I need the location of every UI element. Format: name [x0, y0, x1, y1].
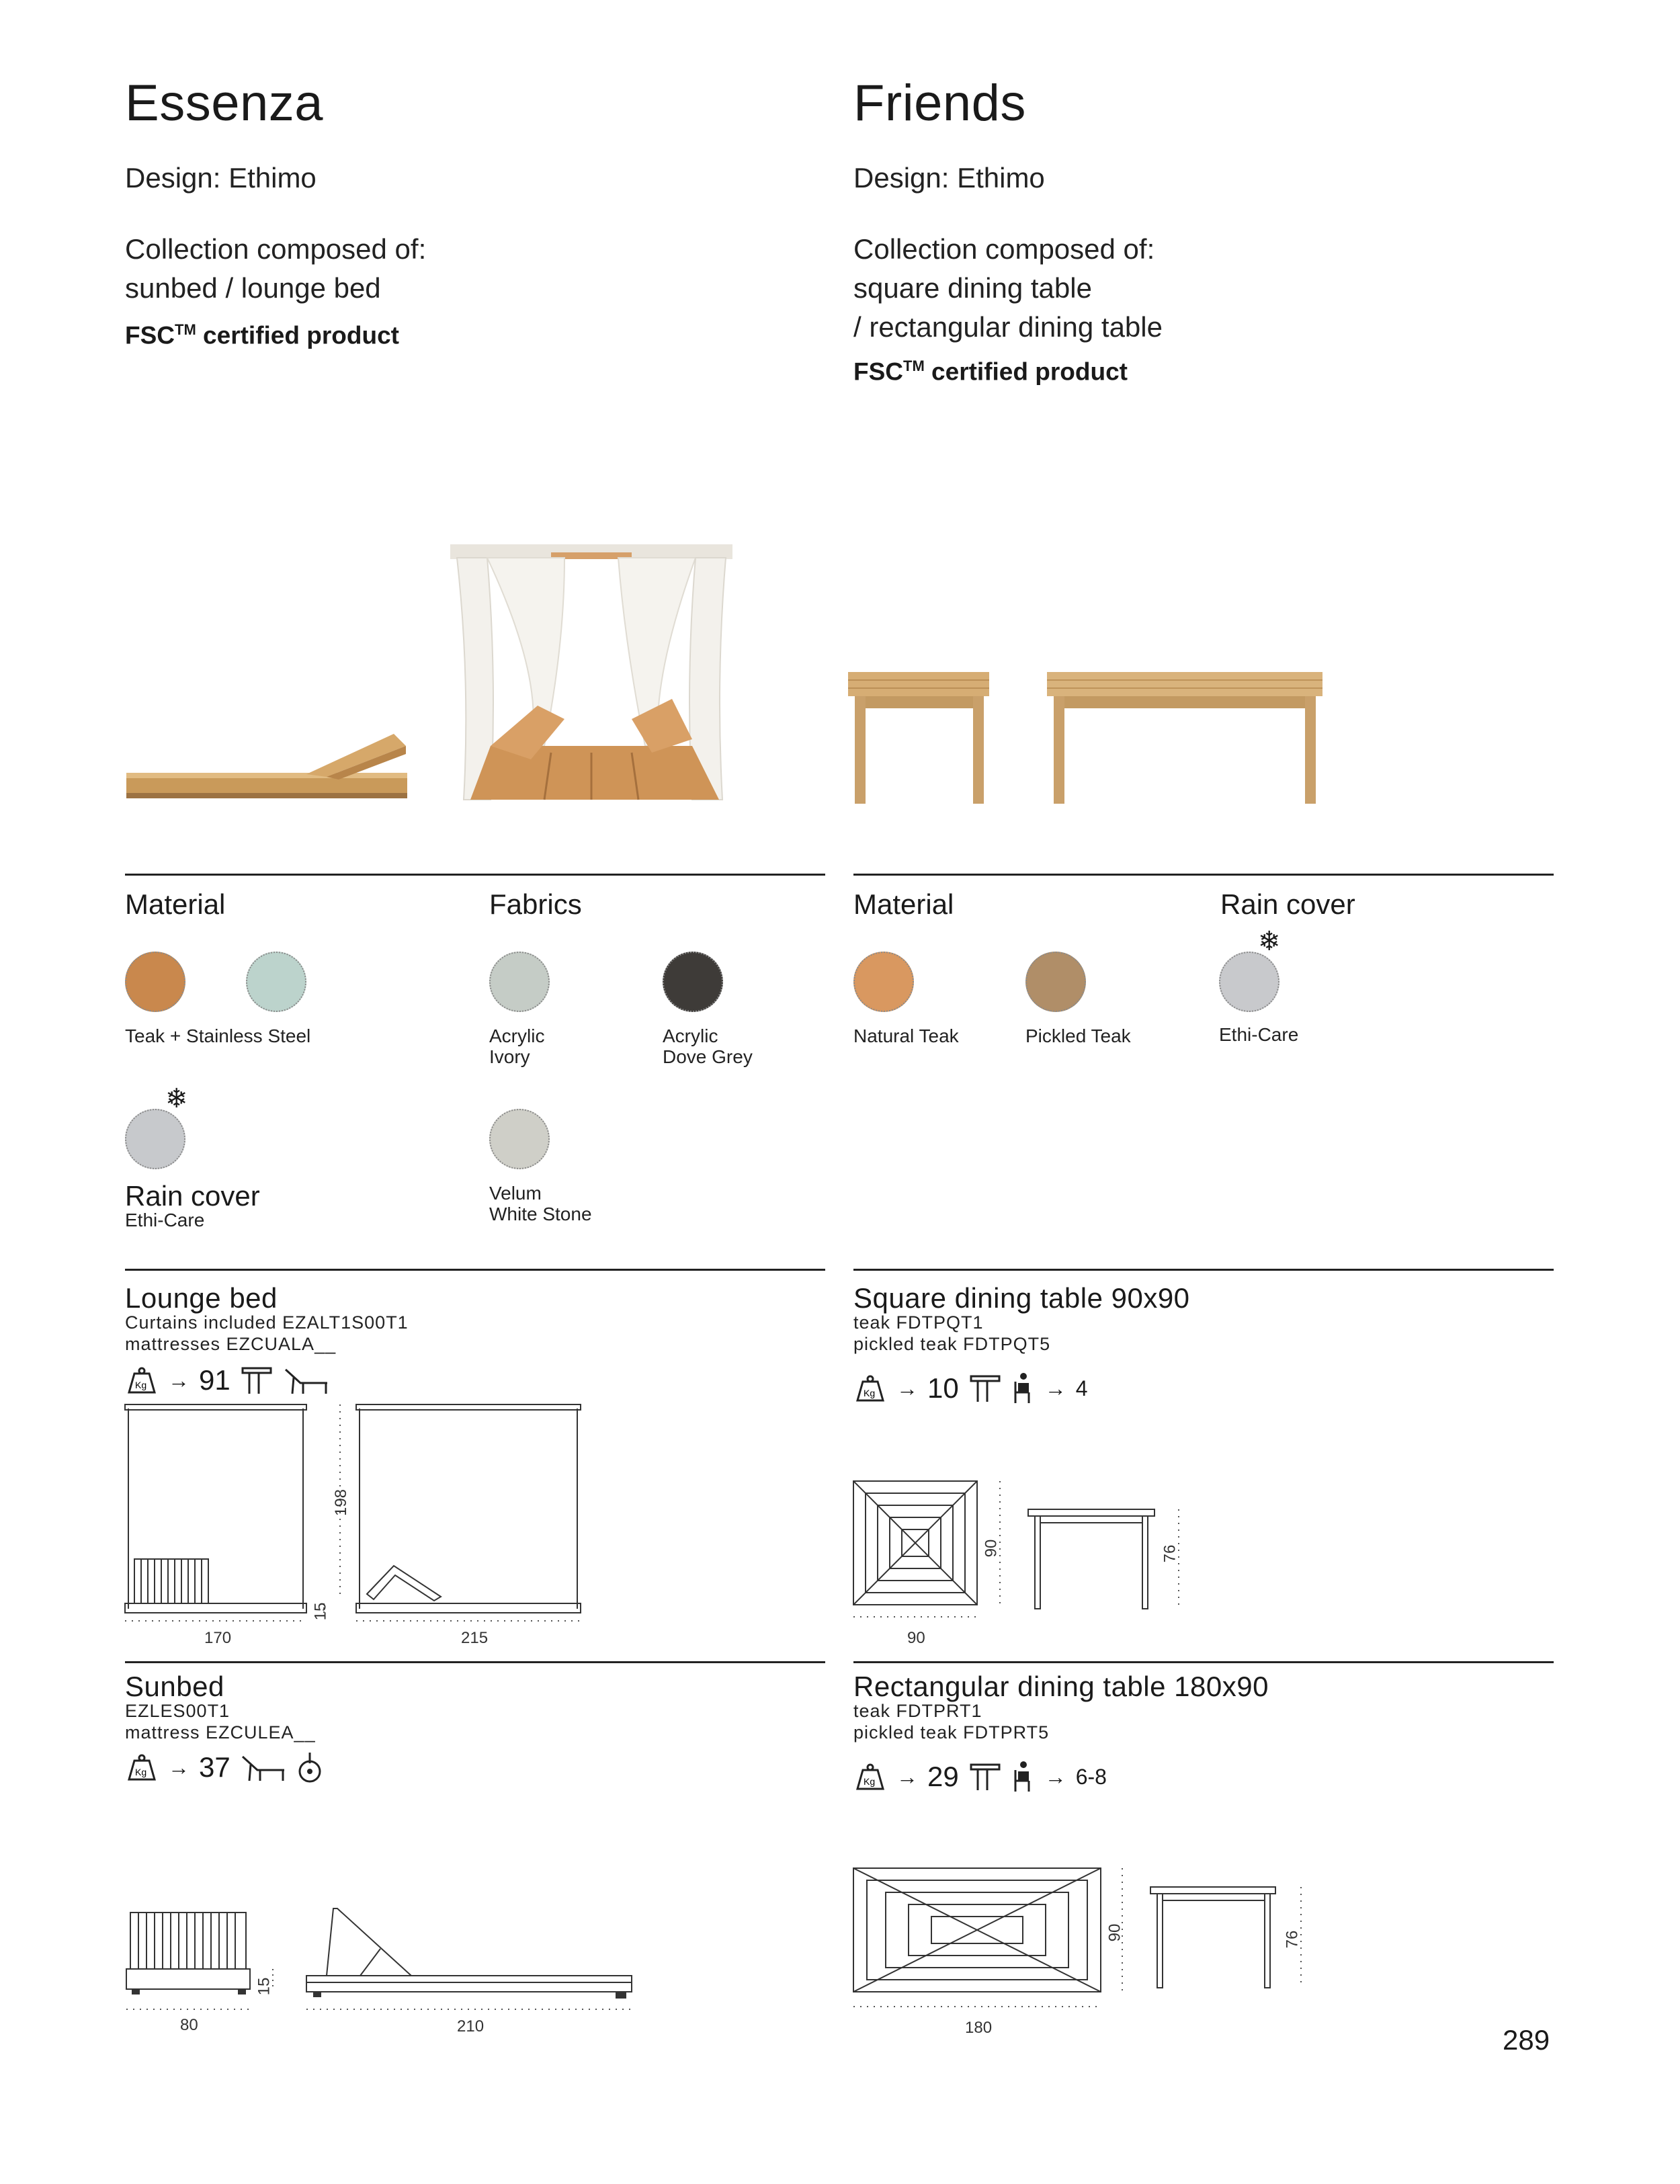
swatch-label: [489, 1183, 592, 1224]
rect-table-weight: 29: [927, 1761, 959, 1792]
kg-label: Kg: [864, 1388, 876, 1398]
square-table-seats: 4: [1075, 1376, 1088, 1400]
collection-line: / rectangular dining table: [853, 311, 1163, 343]
essenza-design: Design: Ethimo: [125, 162, 317, 194]
dimension-depth: 210: [457, 2017, 485, 2035]
table-icon: [968, 1374, 1002, 1403]
fsc-text: certified product: [203, 321, 399, 349]
divider: [853, 1269, 1554, 1271]
dimension-depth: 90: [982, 1539, 1001, 1558]
collection-line: Collection composed of:: [853, 233, 1155, 265]
fabrics-heading: Fabrics: [489, 888, 582, 920]
rect-table-codes: [853, 1700, 1049, 1743]
fsc-mark: FSC: [125, 321, 175, 349]
material-heading: Material: [853, 888, 954, 920]
rect-table-drawing: [851, 1865, 1321, 2020]
essenza-collection: [125, 230, 426, 308]
arrow-icon: →: [1044, 1764, 1066, 1789]
snowflake-icon: ❄: [165, 1084, 188, 1114]
swatch-label: [489, 1025, 544, 1067]
collection-line: square dining table: [853, 272, 1092, 304]
divider: [125, 1269, 825, 1271]
essenza-fsc: [125, 321, 399, 349]
essenza-title: Essenza: [125, 75, 323, 132]
product-code: teak FDTPRT1: [853, 1701, 982, 1721]
material-heading: Material: [125, 888, 226, 920]
dimension-height: 76: [1283, 1930, 1302, 1949]
dimension-height: 76: [1161, 1544, 1179, 1563]
swatch-label-line: Dove Grey: [663, 1046, 753, 1067]
divider: [125, 1661, 825, 1663]
swatch-rain-cover[interactable]: [125, 1109, 185, 1169]
sunbed-codes: [125, 1700, 316, 1743]
square-table-icons: [853, 1372, 1088, 1404]
table-icon: [968, 1762, 1002, 1792]
arrow-icon: →: [1044, 1376, 1066, 1400]
rect-table-seats: 6-8: [1075, 1764, 1107, 1789]
square-table-photo: [848, 672, 993, 806]
fsc-mark: FSC: [853, 358, 903, 386]
kg-label: Kg: [135, 1767, 147, 1777]
seat-person-icon: [1011, 1372, 1036, 1404]
square-table-title: Square dining table 90x90: [853, 1282, 1190, 1314]
lounge-bed-weight: 91: [199, 1364, 230, 1396]
rect-table-photo: [1047, 672, 1326, 806]
swatch-label-line: Acrylic: [489, 1025, 545, 1046]
weight-kg-icon: [853, 1763, 887, 1790]
lounge-bed-codes: [125, 1312, 409, 1355]
rain-cover-label: Ethi-Care: [125, 1210, 205, 1230]
divider: [853, 874, 1554, 876]
friends-title: Friends: [853, 75, 1026, 132]
friends-collection: [853, 230, 1163, 347]
rain-cover-heading: Rain cover: [1220, 888, 1355, 920]
weight-kg-icon: [125, 1367, 159, 1394]
swatch-label: Pickled Teak: [1025, 1025, 1131, 1046]
square-table-codes: [853, 1312, 1050, 1355]
product-code: EZLES00T1: [125, 1701, 230, 1721]
dimension-width: 180: [965, 2019, 993, 2037]
dimension-seat-height: 15: [311, 1602, 330, 1621]
table-icon: [240, 1366, 274, 1395]
product-code: mattresses EZCUALA__: [125, 1334, 337, 1354]
dimension-width: 170: [204, 1629, 232, 1647]
fsc-tm: TM: [903, 358, 925, 374]
swatch-pickled-teak[interactable]: [1025, 952, 1086, 1012]
swatch-label: Ethi-Care: [1219, 1024, 1299, 1045]
swatch-label: Natural Teak: [853, 1025, 959, 1046]
product-code: pickled teak FDTPRT5: [853, 1722, 1050, 1742]
dimension-width: 90: [907, 1629, 925, 1647]
lounge-bed-photo: [450, 544, 732, 806]
lounge-bed-icons: [125, 1364, 330, 1396]
swatch-ethi-care[interactable]: [1219, 952, 1279, 1012]
lounge-bed-drawing: [125, 1404, 595, 1633]
divider: [125, 874, 825, 876]
product-code: Curtains included EZALT1S00T1: [125, 1312, 409, 1333]
weight-kg-icon: [853, 1375, 887, 1402]
arrow-icon: →: [168, 1755, 190, 1779]
sunbed-drawing: [125, 1908, 636, 2016]
swatch-acrylic-ivory[interactable]: [489, 952, 550, 1012]
arrow-icon: →: [168, 1368, 190, 1392]
swatch-label-line: Ivory: [489, 1046, 530, 1067]
product-code: teak FDTPQT1: [853, 1312, 984, 1333]
swatch-velum-white-stone[interactable]: [489, 1109, 550, 1169]
dimension-depth: 215: [461, 1629, 489, 1647]
lounge-bed-title: Lounge bed: [125, 1282, 278, 1314]
swatch-label: Teak + Stainless Steel: [125, 1025, 311, 1046]
recline-icon: [240, 1753, 287, 1782]
swatch-acrylic-dove-grey[interactable]: [663, 952, 723, 1012]
recline-icon: [283, 1366, 330, 1395]
dimension-seat-height: 15: [255, 1977, 274, 1996]
swatch-label-line: Acrylic: [663, 1025, 718, 1046]
weight-kg-icon: [125, 1754, 159, 1781]
rect-table-icons: [853, 1761, 1107, 1793]
kg-label: Kg: [864, 1776, 876, 1787]
dimension-depth: 90: [1105, 1923, 1124, 1942]
dimension-width: 80: [180, 2016, 198, 2034]
rain-cover-heading: Rain cover: [125, 1180, 260, 1212]
sunbed-icons: [125, 1751, 323, 1783]
rect-table-title: Rectangular dining table 180x90: [853, 1671, 1269, 1702]
swatch-label-line: White Stone: [489, 1204, 592, 1224]
product-code: mattress EZCULEA__: [125, 1722, 316, 1742]
sunbed-title: Sunbed: [125, 1671, 224, 1702]
square-table-weight: 10: [927, 1372, 959, 1404]
friends-design: Design: Ethimo: [853, 162, 1045, 194]
friends-fsc: [853, 358, 1128, 386]
seat-person-icon: [1011, 1761, 1036, 1793]
swatch-label: [663, 1025, 753, 1067]
sunbed-weight: 37: [199, 1751, 230, 1783]
dimension-height: 198: [332, 1488, 351, 1517]
page-number: 289: [1503, 2024, 1550, 2056]
swatch-natural-teak[interactable]: [853, 952, 914, 1012]
divider: [853, 1661, 1554, 1663]
square-table-drawing: [851, 1478, 1187, 1626]
swatch-stainless-steel[interactable]: [246, 952, 306, 1012]
kg-label: Kg: [135, 1380, 147, 1390]
fsc-text: certified product: [931, 358, 1128, 386]
wheel-icon: [296, 1751, 323, 1783]
arrow-icon: →: [896, 1376, 918, 1400]
snowflake-icon: ❄: [1258, 927, 1281, 956]
sunbed-photo: [125, 719, 411, 803]
swatch-teak[interactable]: [125, 952, 185, 1012]
fsc-tm: TM: [175, 321, 196, 338]
swatch-label-line: Velum: [489, 1183, 542, 1204]
product-code: pickled teak FDTPQT5: [853, 1334, 1051, 1354]
arrow-icon: →: [896, 1764, 918, 1789]
collection-line: Collection composed of:: [125, 233, 427, 265]
collection-line: sunbed / lounge bed: [125, 272, 381, 304]
